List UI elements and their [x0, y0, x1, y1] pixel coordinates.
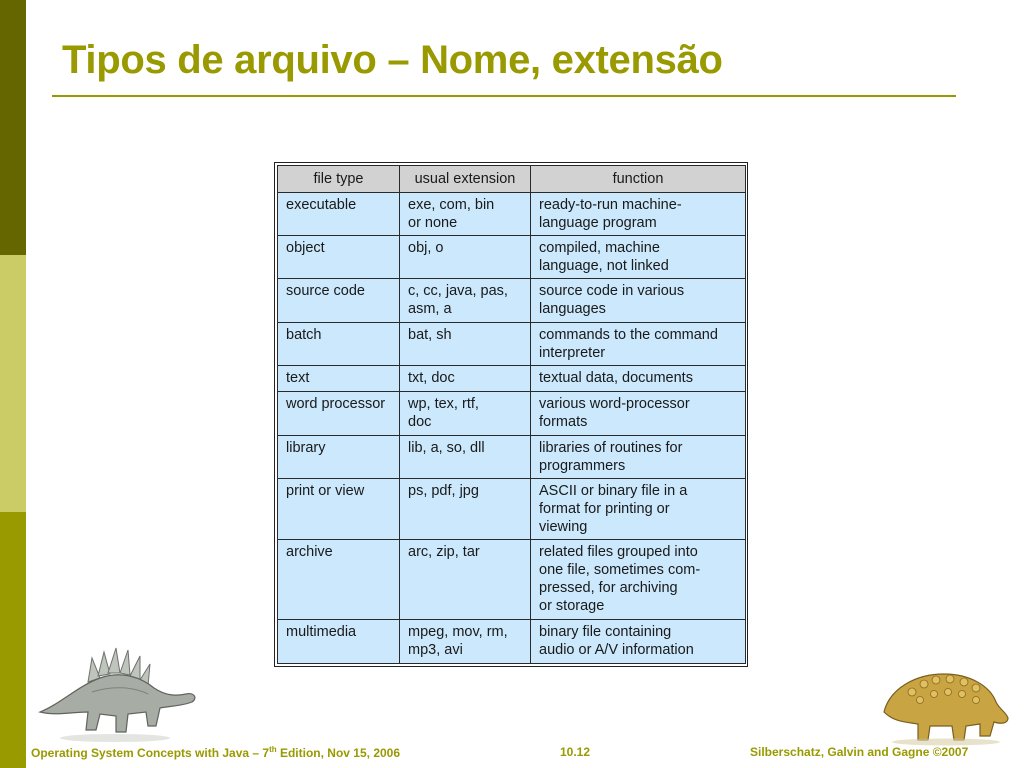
cell-function: compiled, machine language, not linked — [531, 236, 746, 279]
cell-function: commands to the command interpreter — [531, 322, 746, 365]
cell-extension: mpeg, mov, rm, mp3, avi — [400, 619, 531, 663]
footer-book-title-prefix: Operating System Concepts with Java – 7 — [31, 746, 270, 760]
footer-book-title-sup: th — [269, 745, 277, 754]
cell-file-type: multimedia — [278, 619, 400, 663]
cell-extension: exe, com, bin or none — [400, 193, 531, 236]
cell-file-type: object — [278, 236, 400, 279]
cell-extension: txt, doc — [400, 365, 531, 391]
table-header-row — [278, 166, 746, 193]
table-row — [278, 365, 746, 391]
table-row — [278, 193, 746, 236]
cell-file-type: text — [278, 365, 400, 391]
cell-function: binary file containing audio or A/V information — [531, 619, 746, 663]
table-row — [278, 435, 746, 478]
cell-function: textual data, documents — [531, 365, 746, 391]
sidebar-bar-light — [0, 255, 26, 512]
cell-extension: ps, pdf, jpg — [400, 479, 531, 540]
stegosaurus-image — [30, 640, 200, 745]
cell-extension: lib, a, so, dll — [400, 435, 531, 478]
header-function: function — [531, 166, 746, 193]
cell-extension: obj, o — [400, 236, 531, 279]
cell-file-type: library — [278, 435, 400, 478]
sidebar-bar-dark — [0, 0, 26, 255]
title-underline — [52, 95, 956, 97]
table-row — [278, 391, 746, 435]
cell-extension: arc, zip, tar — [400, 540, 531, 619]
cell-function: ASCII or binary file in a format for printing or viewing — [531, 479, 746, 540]
ankylosaurus-image — [872, 664, 1012, 746]
cell-file-type: print or view — [278, 479, 400, 540]
sidebar-bar-olive — [0, 512, 26, 768]
footer-book-title — [31, 745, 400, 760]
footer-page-number: 10.12 — [560, 745, 591, 759]
file-types-table — [277, 165, 746, 664]
cell-extension: wp, tex, rtf, doc — [400, 391, 531, 435]
footer-authors: Silberschatz, Galvin and Gagne ©2007 — [750, 745, 969, 759]
cell-function: related files grouped into one file, sometimes com- pressed, for archiving or storage — [531, 540, 746, 619]
table-row — [278, 322, 746, 365]
header-usual-extension: usual extension — [400, 166, 531, 193]
header-file-type: file type — [278, 166, 400, 193]
cell-file-type: executable — [278, 193, 400, 236]
cell-extension: bat, sh — [400, 322, 531, 365]
cell-function: ready-to-run machine- language program — [531, 193, 746, 236]
cell-function: various word-processor formats — [531, 391, 746, 435]
slide-title: Tipos de arquivo – Nome, extensão — [62, 38, 723, 82]
table-row — [278, 279, 746, 322]
file-types-table-frame — [274, 162, 748, 667]
cell-function: source code in various languages — [531, 279, 746, 322]
cell-file-type: source code — [278, 279, 400, 322]
table-row — [278, 479, 746, 540]
footer-book-title-suffix: Edition, Nov 15, 2006 — [276, 746, 401, 760]
table-row — [278, 619, 746, 663]
cell-function: libraries of routines for programmers — [531, 435, 746, 478]
cell-file-type: archive — [278, 540, 400, 619]
cell-file-type: batch — [278, 322, 400, 365]
table-row — [278, 540, 746, 619]
cell-extension: c, cc, java, pas, asm, a — [400, 279, 531, 322]
table-row — [278, 236, 746, 279]
cell-file-type: word processor — [278, 391, 400, 435]
